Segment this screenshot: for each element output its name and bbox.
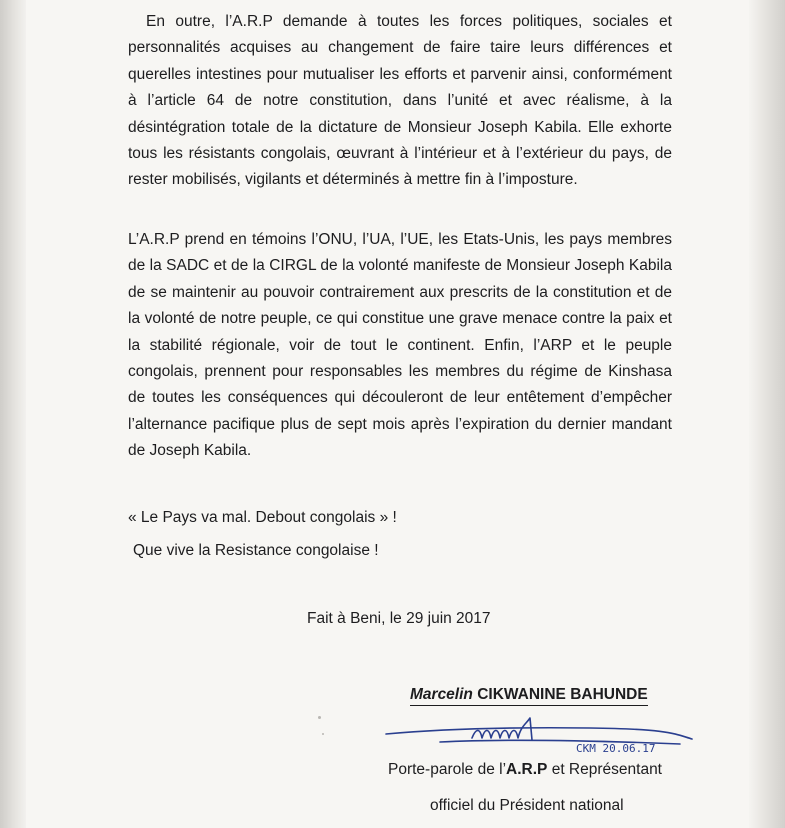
scan-shadow-right (749, 0, 785, 828)
slogan-pays-va-mal: « Le Pays va mal. Debout congolais » ! (128, 509, 397, 526)
scan-speck (318, 716, 321, 719)
role-line-2: officiel du Président national (430, 797, 624, 814)
handwritten-signature (380, 712, 710, 760)
signatory-last-name: CIKWANINE BAHUNDE (477, 686, 648, 703)
signature-annotation: CKM 20.06.17 (576, 742, 656, 755)
scan-speck (322, 733, 324, 735)
role-org: A.R.P (506, 761, 548, 778)
place-and-date: Fait à Beni, le 29 juin 2017 (307, 610, 491, 627)
signatory-name (410, 686, 648, 706)
role-line-1 (388, 761, 662, 779)
scan-shadow-left (0, 0, 26, 828)
role-suffix: et Représentant (547, 761, 662, 778)
role-prefix: Porte-parole de l’ (388, 761, 507, 778)
signatory-first-name: Marcelin (410, 686, 473, 703)
slogan-vive-resistance: Que vive la Resistance congolaise ! (133, 542, 379, 559)
paragraph-unity-call: En outre, l’A.R.P demande à toutes les forces politiques, sociales et personnalités acquises au changement de faire taire leurs différences et querelles intestines pour mutualiser les efforts et parvenir ainsi, conformément à l’article 64 de notre constitution, dans l’unité et avec réalisme, à la désintégration totale de la dictature de Monsieur Joseph Kabila. Elle exhorte tous les résistants congolais, œuvrant à l’intérieur et à l’extérieur du pays, de rester mobilisés, vigilants et déterminés à mettre fin à l’imposture. (128, 13, 672, 189)
paragraph-international-witnesses: L’A.R.P prend en témoins l’ONU, l’UA, l’UE, les Etats-Unis, les pays membres de la SADC et de la CIRGL de la volonté manifeste de Monsieur Joseph Kabila de se maintenir au pouvoir contrairement aux prescrits de la constitution et de la volonté de notre peuple, ce qui constitue une grave menace contre la paix et la stabilité régionale, voir de tout le continent. Enfin, l’ARP et le peuple congolais, prennent pour responsables les membres du régime de Kinshasa de toutes les conséquences qui découleront de leur entêtement d’empêcher l’alternance pacifique plus de sept mois après l’expiration du dernier mandant de Joseph Kabila. (128, 231, 672, 460)
signature-stroke-main (386, 728, 692, 739)
